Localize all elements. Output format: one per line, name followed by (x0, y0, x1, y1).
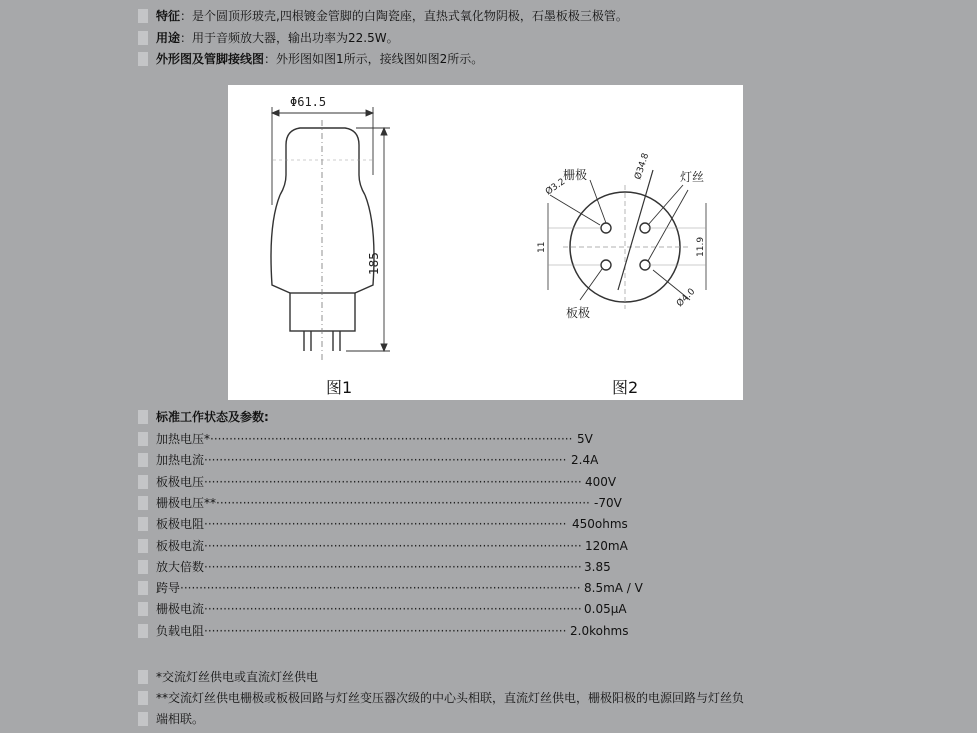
feature-label: 特征 (156, 9, 181, 23)
pin-layout (548, 170, 706, 309)
param-leader-dots: ······························································································· (210, 432, 573, 446)
param-value: 400V (585, 475, 617, 489)
note-2: **交流灯丝供电栅极或板极回路与灯丝变压器次级的中心头相联，直流灯丝供电，栅极阳极的电源回路与灯丝负 (156, 691, 745, 705)
bullet-marker (138, 581, 148, 595)
param-row (156, 516, 716, 532)
param-label: 放大倍数 (156, 560, 205, 574)
param-row (156, 623, 716, 639)
dimension-left: 11 (537, 241, 547, 253)
param-leader-dots: ··································································································· (204, 602, 582, 616)
dimension-height: 185 (367, 252, 381, 275)
param-row (156, 580, 716, 596)
dimension-outer: Ø34.8 (633, 152, 652, 181)
figure-panel (228, 85, 743, 400)
param-label: 板极电流 (156, 539, 205, 553)
param-value: 450ohms (572, 517, 628, 531)
param-value: 2.4A (571, 453, 599, 467)
param-row (156, 452, 716, 468)
bullet-marker (138, 712, 148, 726)
use-label: 用途 (156, 31, 181, 45)
param-row (156, 495, 716, 511)
param-label: 加热电流 (156, 453, 205, 467)
bullet-marker (138, 691, 148, 705)
param-row (156, 431, 716, 447)
tube-diagram (228, 85, 743, 400)
params-heading: 标准工作状态及参数: (156, 410, 269, 424)
dimension-pin-small: Ø3.2 (543, 176, 568, 198)
param-value: 3.85 (584, 560, 611, 574)
param-leader-dots: ··································································································· (204, 539, 582, 553)
feature-text: ：是个圆顶形玻壳,四根镀金管脚的白陶瓷座，直热式氧化物阴极，石墨板极三极管。 (180, 9, 628, 23)
tube-outline (271, 128, 374, 351)
outline-text: ：外形图如图1所示，接线图如图2所示。 (264, 52, 484, 66)
param-label: 负载电阻 (156, 624, 205, 638)
param-value: 8.5mA / V (584, 581, 643, 595)
label-grid: 栅极 (563, 168, 588, 182)
param-value: 2.0kohms (570, 624, 629, 638)
bullet-marker (138, 410, 148, 424)
param-row (156, 474, 716, 490)
dimension-pin-large: Ø4.0 (675, 286, 698, 310)
bullet-marker (138, 560, 148, 574)
param-label: 跨导 (156, 581, 181, 595)
bullet-marker (138, 9, 148, 23)
param-leader-dots: ········································································································· (180, 581, 581, 595)
outline-label: 外形图及管脚接线图 (156, 52, 265, 66)
figure2-caption: 图2 (612, 378, 639, 397)
bullet-marker (138, 432, 148, 446)
param-row (156, 601, 716, 617)
param-leader-dots: ·································································································· (216, 496, 590, 510)
bullet-marker (138, 517, 148, 531)
dimension-right: 11.9 (696, 236, 706, 257)
param-value: 120mA (585, 539, 628, 553)
param-row (156, 538, 716, 554)
param-label: 栅极电流 (156, 602, 205, 616)
param-label: 板极电阻 (156, 517, 205, 531)
bullet-marker (138, 52, 148, 66)
bullet-marker (138, 624, 148, 638)
param-value: 0.05μA (584, 602, 627, 616)
figure1-caption: 图1 (326, 378, 353, 397)
use-text: ：用于音频放大器，输出功率为22.5W。 (180, 31, 399, 45)
outline-line (156, 51, 483, 67)
bullet-marker (138, 496, 148, 510)
param-value: 5V (577, 432, 593, 446)
param-leader-dots: ······························································································· (204, 517, 567, 531)
param-leader-dots: ······························································································· (204, 453, 567, 467)
bullet-marker (138, 31, 148, 45)
param-leader-dots: ······························································································· (204, 624, 567, 638)
param-label: 加热电压* (156, 432, 211, 446)
bullet-marker (138, 453, 148, 467)
dimension-diameter: Φ61.5 (290, 95, 327, 109)
use-line (156, 30, 399, 46)
bullet-marker (138, 539, 148, 553)
param-value: -70V (594, 496, 622, 510)
param-row (156, 559, 716, 575)
feature-line (156, 8, 628, 24)
bullet-marker (138, 670, 148, 684)
note-2-continued: 端相联。 (156, 712, 205, 726)
bullet-marker (138, 602, 148, 616)
bullet-marker (138, 475, 148, 489)
label-plate: 板极 (566, 306, 591, 320)
param-label: 板极电压 (156, 475, 205, 489)
param-leader-dots: ··································································································· (204, 475, 582, 489)
param-label: 栅极电压** (156, 496, 217, 510)
label-filament: 灯丝 (680, 170, 705, 184)
note-1: *交流灯丝供电或直流灯丝供电 (156, 670, 319, 684)
param-leader-dots: ··································································································· (204, 560, 582, 574)
